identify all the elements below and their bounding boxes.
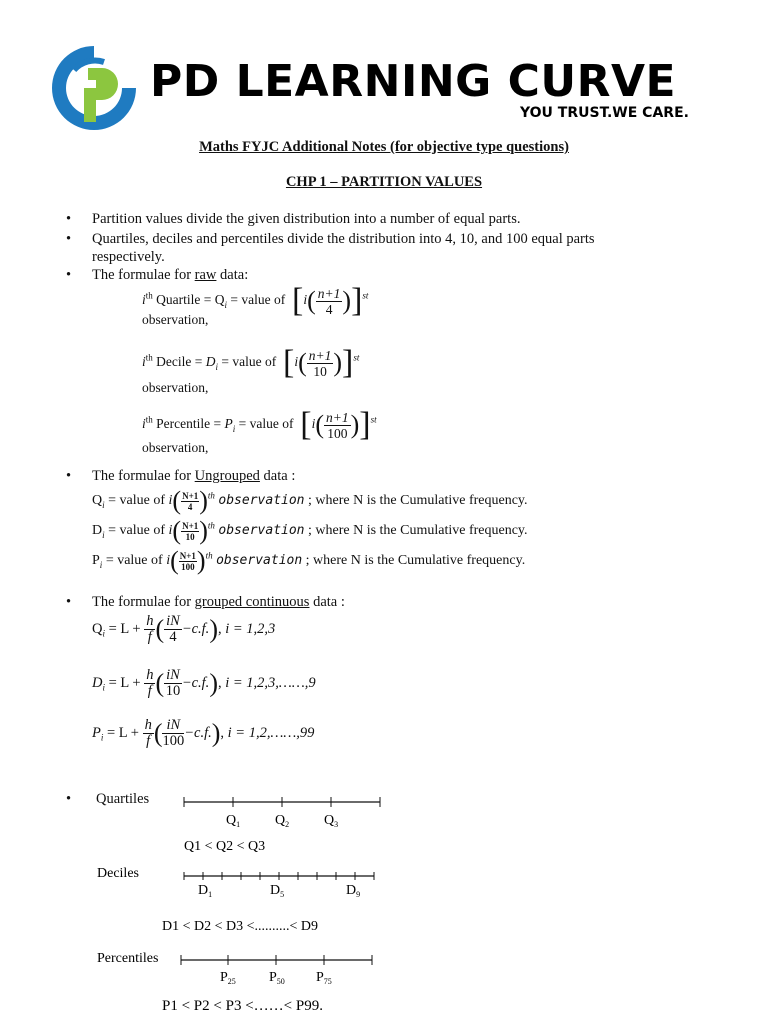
grouped-quartile-formula: $Q_i = L$ + $\frac{h}{f}$ ( $\frac{iN}{4}$ −c.f.), i = 1,2,3 bbox=[92, 613, 276, 645]
raw-decile-formula: $i^{th}$ Decile = $D_i$ = value of [i( $\frac{n+1}{10}$ )]$^{st}$ bbox=[142, 344, 360, 381]
document-title: Maths FYJC Additional Notes (for objective type questions) bbox=[199, 139, 569, 155]
partition-number-lines bbox=[0, 780, 768, 1024]
ungrouped-percentile-formula: $P_i$ = value of i( $\frac{N+1}{100}$ )$^{th}$ observation ; where N is the Cumulative frequency. bbox=[92, 546, 526, 575]
d5-label: $D_5$ bbox=[270, 883, 285, 899]
brand-tagline: YOU TRUST.WE CARE. bbox=[520, 105, 689, 121]
q3-label: $Q_3$ bbox=[324, 813, 339, 829]
grouped-decile-formula: $D_i = L$ + $\frac{h}{f}$ ( $\frac{iN}{10}$ −c.f.), i = 1,2,3,……,9 bbox=[92, 667, 316, 699]
bullet-quartiles-line: • Quartiles bbox=[66, 791, 150, 807]
ungrouped-quartile-formula: $Q_i$ = value of i( $\frac{N+1}{4}$ )$^{th}$ observation ; where N is the Cumulative frequency. bbox=[92, 486, 528, 515]
brand-name: PD LEARNING CURVE bbox=[150, 56, 677, 107]
bullet-partition-values: • Partition values divide the given distribution into a number of equal parts. bbox=[66, 211, 521, 227]
percentile-order: P1 < P2 < P3 <……< P99. bbox=[162, 998, 323, 1014]
bullet-raw-data: • The formulae for raw data: bbox=[66, 267, 249, 283]
chapter-title: CHP 1 – PARTITION VALUES bbox=[285, 174, 483, 190]
raw-percentile-observation: observation, bbox=[142, 440, 209, 455]
q1-label: $Q_1$ bbox=[226, 813, 241, 829]
grouped-percentile-formula: $P_i = L$ + $\frac{h}{f}$ ( $\frac{iN}{100}$ −c.f.), i = 1,2,……,99 bbox=[92, 717, 315, 749]
bullet-grouped-data: • The formulae for grouped continuous data : bbox=[66, 594, 345, 610]
bullet-ungrouped-data: • The formulae for Ungrouped data : bbox=[66, 468, 296, 484]
d9-label: $D_9$ bbox=[346, 883, 361, 899]
d1-label: $D_1$ bbox=[198, 883, 213, 899]
ungrouped-decile-formula: $D_i$ = value of i( $\frac{N+1}{10}$ )$^{th}$ observation ; where N is the Cumulative frequency. bbox=[92, 516, 528, 545]
p75-label: $P_{75}$ bbox=[316, 970, 332, 986]
bullet-quartiles-deciles: • Quartiles, deciles and percentiles divide the distribution into 4, 10, and 100 equal parts respectively. bbox=[66, 231, 595, 265]
p25-label: $P_{25}$ bbox=[220, 970, 236, 986]
deciles-label: Deciles bbox=[97, 866, 139, 881]
q2-label: $Q_2$ bbox=[275, 813, 290, 829]
header bbox=[0, 0, 768, 135]
raw-quartile-observation: observation, bbox=[142, 312, 209, 327]
raw-quartile-formula: $i^{th}$ Quartile = $Q_i$ = value of [i( $\frac{n+1}{4}$ )]$^{st}$ bbox=[142, 282, 369, 319]
raw-decile-observation: observation, bbox=[142, 380, 209, 395]
raw-percentile-formula: $i^{th}$ Percentile = $P_i$ = value of [i( $\frac{n+1}{100}$ )]$^{st}$ bbox=[142, 406, 377, 443]
pd-logo-icon bbox=[44, 40, 144, 130]
p50-label: $P_{50}$ bbox=[269, 970, 285, 986]
decile-order: D1 < D2 < D3 <..........< D9 bbox=[162, 919, 319, 934]
percentiles-label: Percentiles bbox=[97, 951, 159, 966]
quartile-order: Q1 < Q2 < Q3 bbox=[184, 839, 266, 854]
